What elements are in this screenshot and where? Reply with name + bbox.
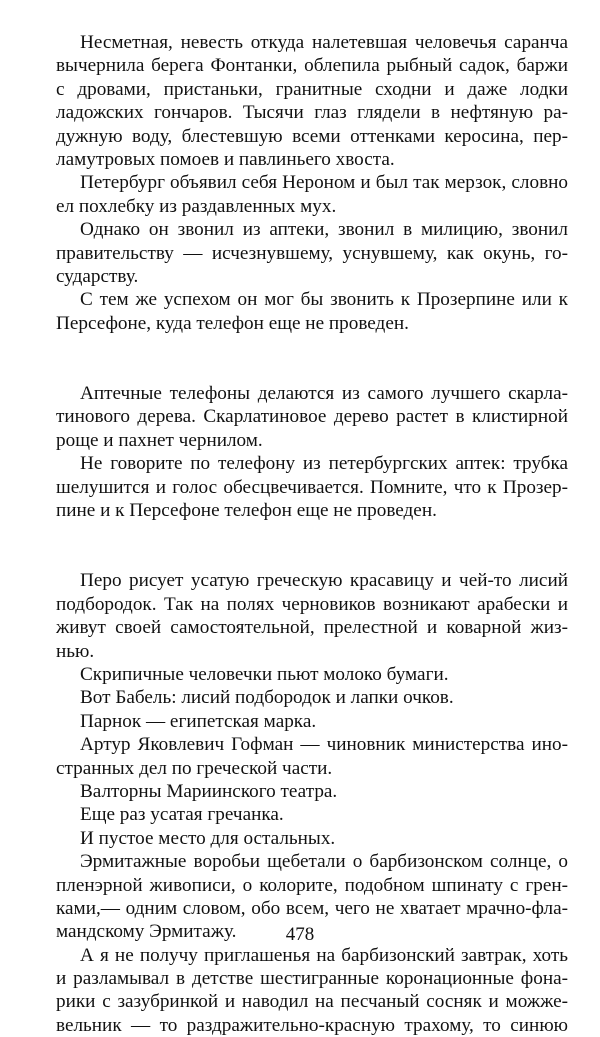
text-line: Валторны Мариинского театра. [80,780,338,802]
text-line: ламутровых помоев и павлиньего хвоста. [56,148,395,170]
paragraph [56,944,568,1037]
paragraph [56,569,568,663]
text-line: нью. [56,640,95,662]
text-line: Персефоне, куда телефон еще не проведен. [56,312,409,334]
text-line: живут своей самостоятельной, прелестной и коварной жиз- [56,617,568,639]
text-line: пленэрной живописи, о колорите, подобном шпинату с грен- [56,874,568,896]
text-section [56,31,568,335]
text-line: ел похлебку из раздавленных мух. [56,195,337,217]
text-line: и разламывал в детстве шестигранные коронационные фона- [56,968,568,990]
paragraph [56,827,568,850]
page-number: 478 [285,924,315,945]
text-line: Аптечные телефоны делаются из самого лучшего скарла- [80,383,568,405]
text-line: Перо рисует усатую греческую красавицу и чей-то лисий [80,570,568,592]
section-gap [56,335,568,382]
text-section [56,382,568,522]
text-line: вычернила берега Фонтанки, облепила рыбный садок, баржи [56,55,568,77]
text-line: вельник — то раздражительно-красную трахому, то синюю [56,1014,568,1036]
paragraph [56,710,568,733]
paragraph [56,803,568,826]
text-line: Не говорите по телефону из петербургских аптек: трубка [80,453,568,475]
paragraph [56,733,568,780]
text-line: рики с зазубринкой и наводил на песчаный сосняк и можже- [56,991,568,1013]
text-line: ками,— одним словом, обо всем, чего не хватает мрачно-фла- [56,897,568,919]
text-line: Скрипичные человечки пьют молоко бумаги. [80,663,449,685]
paragraph [56,288,568,335]
text-line: подбородок. Так на полях черновиков возникают арабески и [56,593,568,615]
paragraph [56,382,568,452]
text-line: сударству. [56,265,139,287]
text-line: И пустое место для остальных. [80,827,336,849]
text-line: Парнок — египетская марка. [80,710,317,732]
text-line: с дровами, пристаньки, гранитные сходни и даже лодки [56,78,568,100]
paragraph [56,686,568,709]
paragraph [56,171,568,218]
text-line: странных дел по греческой части. [56,757,333,779]
text-line: Петербург объявил себя Нероном и был так мерзок, словно [80,172,568,194]
text-line: Эрмитажные воробьи щебетали о барбизонском солнце, о [80,851,568,873]
text-line: Несметная, невесть откуда налетевшая человечья саранча [80,32,568,53]
text-line: С тем же успехом он мог бы звонить к Прозерпине или к [80,289,568,311]
text-line: тинового дерева. Скарлатиновое дерево растет в клистирной [56,406,568,428]
text-line: правительству — исчезнувшему, уснувшему, как окунь, го- [56,242,568,264]
paragraph [56,452,568,522]
text-body [56,31,568,1037]
text-line: шелушится и голос обесцвечивается. Помните, что к Прозер- [56,476,568,498]
paragraph [56,31,568,171]
paragraph [56,218,568,288]
paragraph [56,663,568,686]
text-line: Однако он звонил из аптеки, звонил в милицию, звонил [80,219,568,241]
text-section [56,569,568,1037]
paragraph [56,780,568,803]
text-line: Вот Бабель: лисий подбородок и лапки очков. [80,687,454,709]
text-line: пине и к Персефоне телефон еще не проведен. [56,500,437,522]
text-line: А я не получу приглашенья на барбизонский завтрак, хоть [80,944,568,966]
text-line: мандскому Эрмитажу. [56,921,237,943]
text-line: роще и пахнет чернилом. [56,429,263,451]
text-line: Артур Яковлевич Гофман — чиновник министерства ино- [80,734,568,756]
text-line: дужную воду, блестевшую всеми оттенками керосина, пер- [56,125,568,147]
text-line: ладожских гончаров. Тысячи глаз глядели в нефтяную ра- [56,102,568,124]
section-gap [56,522,568,569]
text-line: Еще раз усатая гречанка. [80,804,284,826]
